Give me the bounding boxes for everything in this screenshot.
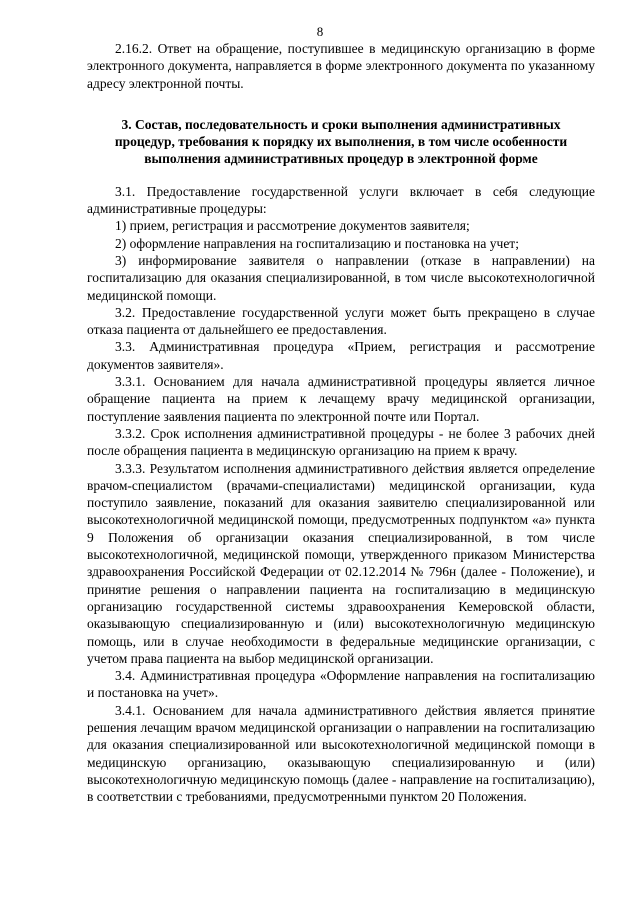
list-item-3: 3) информирование заявителя о направлении (отказе в направлении) на госпитализацию для оказания специализированной, в том числе высокотехнологичной медицинской помощи. — [87, 252, 595, 303]
paragraph-3-3-2: 3.3.2. Срок исполнения административной процедуры - не более 3 рабочих дней после обращения пациента в медицинскую организацию на прием к врачу. — [87, 425, 595, 459]
paragraph-3-4-1: 3.4.1. Основанием для начала административного действия является принятие решения лечащим врачом медицинской организации о направлении на госпитализацию для оказания специализированной или высокотехнологичной медицинской помощи в медицинскую организацию, оказывающую специализированную и (или) высокотехнологичную медицинскую помощь (далее - направление на госпитализацию), в соответствии с требованиями, предусмотренными пунктом 20 Положения. — [87, 702, 595, 805]
paragraph-3-4: 3.4. Административная процедура «Оформление направления на госпитализацию и постановка на учет». — [87, 668, 595, 701]
paragraph-3-1: 3.1. Предоставление государственной услуги включает в себя следующие административные процедуры: — [87, 183, 595, 217]
paragraph-3-3-1: 3.3.1. Основанием для начала административной процедуры является личное обращение пациента на прием к лечащему врачу медицинской организации, поступление заявления пациента по электронной почте или Портал. — [87, 374, 595, 424]
paragraph-3-2: 3.2. Предоставление государственной услуги может быть прекращено в случае отказа пациента от дальнейшего ее предоставления. — [87, 304, 595, 338]
section-heading: 3. Состав, последовательность и сроки выполнения административных процедур, требования к порядку их выполнения, в том числе особенности выполнения административных процедур в электронной форме — [114, 116, 568, 167]
paragraph-2-16-2: 2.16.2. Ответ на обращение, поступившее в медицинскую организацию в форме электронного документа, направляется в форме электронного документа по указанному адресу электронной почты. — [87, 41, 595, 91]
list-item-2: 2) оформление направления на госпитализацию и постановка на учет; — [115, 235, 519, 251]
page-number: 8 — [316, 24, 324, 39]
page-content — [87, 40, 595, 805]
paragraph-3-3-3: 3.3.3. Результатом исполнения административного действия является определение врачом-специалистом (врачами-специалистами) медицинской организации, куда поступило заявление, показаний для оказания заявителю специализированной или высокотехнологичной медицинской помощи, предусмотренных подпунктом «а» пункта 9 Положения об организации оказания специализированной, в том числе высокотехнологичной, медицинской помощи, утвержденного приказом Министерства здравоохранения Российской Федерации от 02.12.2014 № 796н (далее - Положение), и принятие решения о направлении пациента на госпитализацию в медицинскую организацию государственной системы здравоохранения Кемеровской области, оказывающую специализированную и (или) высокотехнологичную медицинскую помощь, или в случае необходимости в федеральные медицинские организации, с учетом права пациента на выбор медицинской организации. — [87, 460, 595, 666]
list-item-1: 1) прием, регистрация и рассмотрение документов заявителя; — [115, 218, 470, 234]
paragraph-3-3: 3.3. Административная процедура «Прием, регистрация и рассмотрение документов заявителя». — [87, 339, 595, 372]
spacer — [87, 168, 595, 183]
spacer — [87, 92, 595, 116]
